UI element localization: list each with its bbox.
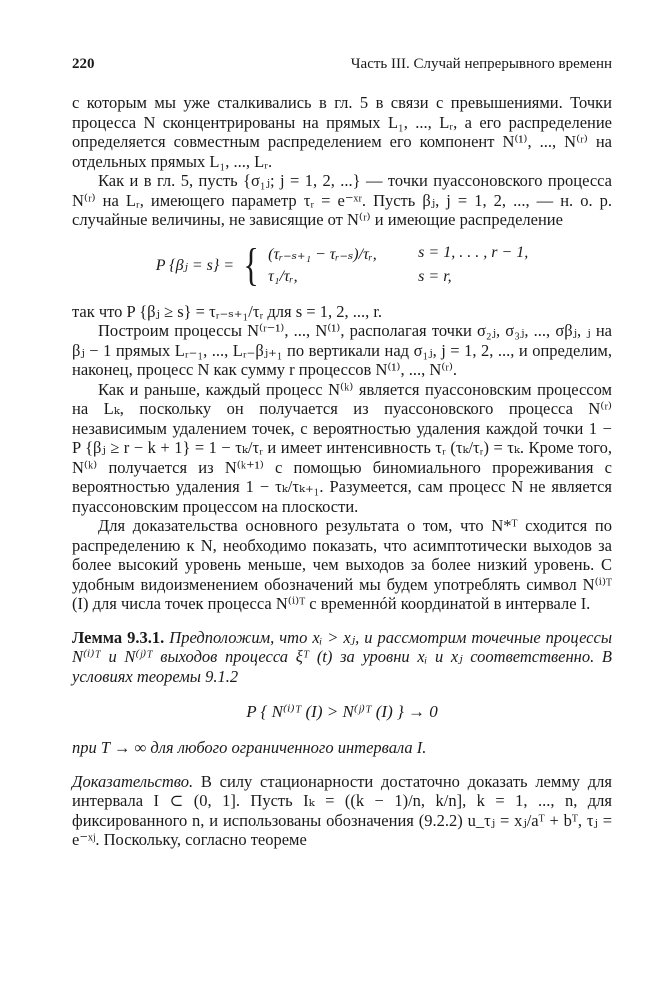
page-header [72, 56, 612, 73]
paragraph: Для доказательства основного результата о том, что N*ᵀ сходится по распределению к N, необходимо показать, что асимптотически выходов за более высокий уровень меньше, чем выходов за более низкий уровень. С удобным видоизменением обозначений мы будем употреблять символ N⁽ⁱ⁾ᵀ (I) для числа точек процесса N⁽ⁱ⁾ᵀ с временнóй координатой в интервале I. [72, 516, 612, 613]
proof-label: Доказательство. [72, 771, 194, 791]
case-expression: τ₁/τᵣ, [268, 267, 298, 285]
page-number: 220 [72, 56, 95, 72]
proof [72, 772, 612, 850]
paragraph: Как и в гл. 5, пусть {σ₁ⱼ; j = 1, 2, ...} — точки пуассоновского процесса N⁽ʳ⁾ на Lᵣ, имеющего параметр τᵣ = e⁻ˣʳ. Пусть βⱼ, j = 1, 2, ..., — н. о. р. случайные величины, не зависящие от N⁽ʳ⁾ и имеющие распределение [72, 171, 612, 229]
formula-case [268, 244, 528, 264]
case-expression: (τᵣ₋ₛ₊₁ − τᵣ₋ₛ)/τᵣ, [268, 245, 377, 263]
formula-cases [268, 244, 528, 286]
formula-lhs: P {βⱼ = s} = [155, 256, 235, 274]
formula-case [268, 268, 528, 286]
case-condition: s = 1, . . . , r − 1, [418, 243, 529, 261]
lemma-formula: P { N⁽ⁱ⁾ᵀ (I) > N⁽ʲ⁾ᵀ (I) } → 0 [246, 702, 438, 721]
proof-text: В силу стационарности достаточно доказать лемму для интервала I ⊂ (0, 1]. Пусть Iₖ = ((k − 1)/n, k/n], k = 1, ..., n, для фиксированного n, и использованы обозначения (9.2.2) u_τⱼ = xⱼ/aᵀ + bᵀ, τⱼ = e⁻ˣʲ. Поскольку, согласно теореме [72, 771, 612, 849]
page [72, 56, 612, 850]
paragraph: Как и раньше, каждый процесс N⁽ᵏ⁾ является пуассоновским процессом на Lₖ, поскольку он получается из пуассоновского процесса N⁽ʳ⁾ независимым удалением точек, с вероятностью удаления каждой точки 1 − P {βⱼ ≥ r − k + 1} = 1 − τₖ/τᵣ и имеет интенсивность τᵣ (τₖ/τᵣ) = τₖ. Кроме того, N⁽ᵏ⁾ получается из N⁽ᵏ⁺¹⁾ с помощью биномиального прореживания с вероятностью удаления 1 − τₖ/τₖ₊₁. Разумеется, сам процесс N не является пуассоновским процессом на плоскости. [72, 379, 612, 516]
lemma [72, 628, 612, 687]
case-condition: s = r, [418, 267, 452, 285]
paragraph: Построим процессы N⁽ʳ⁻¹⁾, ..., N⁽¹⁾, располагая точки σ₂ⱼ, σ₃ⱼ, ..., σβⱼ, ⱼ на βⱼ − 1 прямых Lᵣ₋₁, ..., Lᵣ₋βⱼ₊₁ по вертикали над σ₁ⱼ, j = 1, 2, ..., и определим, наконец, процесс N как сумму r процессов N⁽¹⁾, ..., N⁽ʳ⁾. [72, 321, 612, 379]
lemma-title: Лемма 9.3.1. [72, 627, 165, 647]
running-title: Часть III. Случай непрерывного временн [350, 56, 612, 72]
paragraph: так что P {βⱼ ≥ s} = τᵣ₋ₛ₊₁/τᵣ для s = 1, 2, ..., r. [72, 301, 383, 321]
brace-symbol: { [243, 238, 259, 290]
distribution-formula [72, 238, 612, 290]
paragraph: с которым мы уже сталкивались в гл. 5 в связи с превышениями. Точки процесса N сконцентрированы на прямых L₁, ..., Lᵣ, а его распределение определяется совместным распределением его компонент N⁽¹⁾, ..., N⁽ʳ⁾ на отдельных прямых L₁, ..., Lᵣ. [72, 93, 612, 171]
lemma-text: Предположим, что xᵢ > xⱼ, и рассмотрим точечные процессы N⁽ⁱ⁾ᵀ и N⁽ʲ⁾ᵀ выходов процесса ξᵀ (t) за уровни xᵢ и xⱼ соответственно. В условиях теоремы 9.1.2 [72, 627, 613, 686]
lemma-condition: при T → ∞ для любого ограниченного интервала I. [72, 738, 427, 757]
